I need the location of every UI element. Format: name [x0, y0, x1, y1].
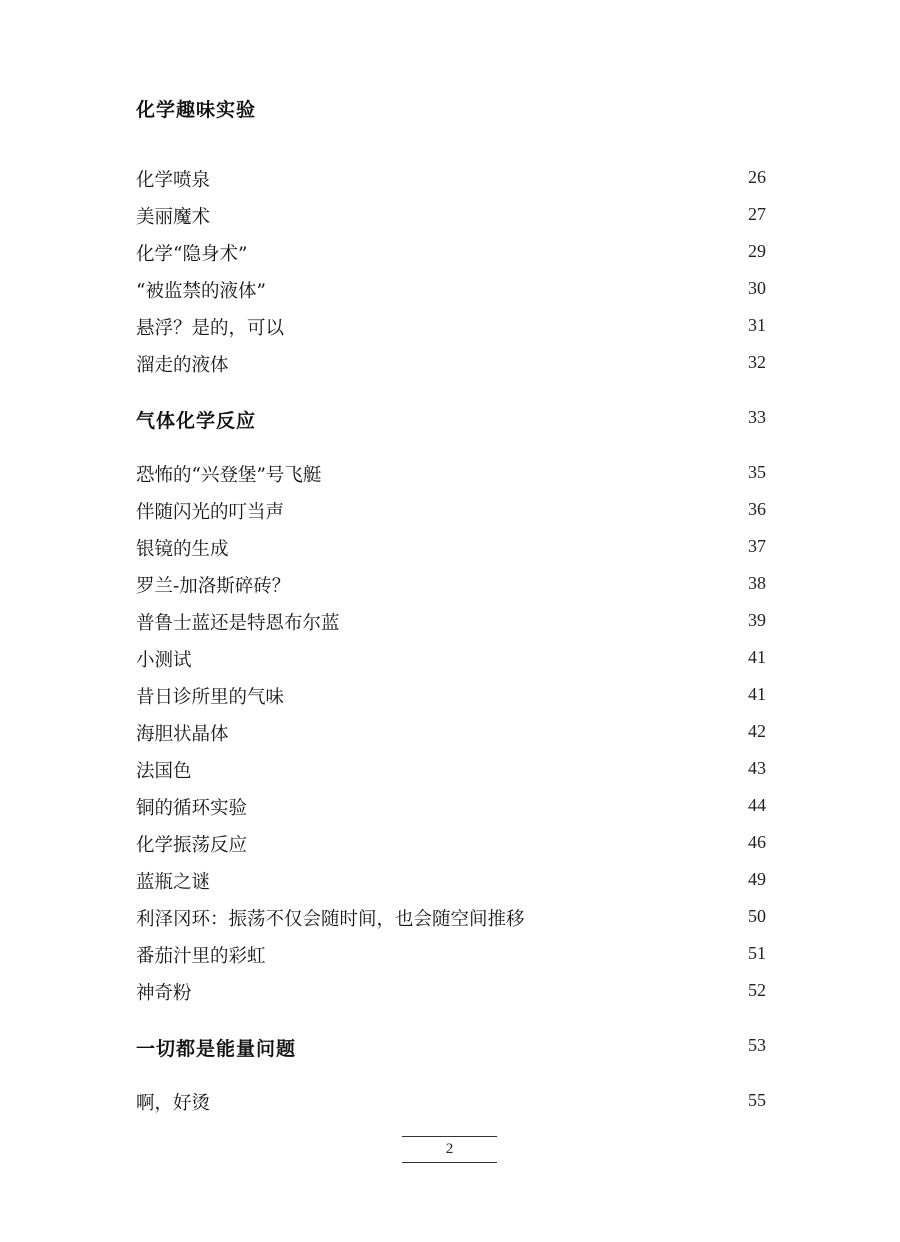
- toc-entry-page: 50: [748, 906, 766, 926]
- toc-entry-title: 化学“隐身术”: [136, 244, 248, 265]
- section-page: 33: [748, 407, 766, 427]
- toc-entry-page: 42: [748, 721, 766, 741]
- toc-entry[interactable]: [136, 351, 766, 377]
- toc-entry-page: 39: [748, 610, 766, 630]
- toc-entry-page: 41: [748, 684, 766, 704]
- toc-entry-title: 蓝瓶之谜: [136, 872, 211, 893]
- toc-entry-page: 46: [748, 832, 766, 852]
- toc-entry-page: 26: [748, 167, 766, 187]
- toc-entry[interactable]: [136, 646, 766, 672]
- toc-entry-title: 番茄汁里的彩虹: [136, 946, 266, 967]
- toc-entry[interactable]: [136, 535, 766, 561]
- toc-entry-title: 恐怖的“兴登堡”号飞艇: [136, 465, 322, 486]
- toc-entry-page: 37: [748, 536, 766, 556]
- toc-entry[interactable]: [136, 794, 766, 820]
- toc-entry[interactable]: [136, 166, 766, 192]
- toc-entry[interactable]: [136, 314, 766, 340]
- page-number-footer: [402, 1136, 497, 1163]
- toc-entry-title: “被监禁的液体”: [136, 281, 266, 302]
- toc-entry[interactable]: [136, 979, 766, 1005]
- toc-entry-page: 52: [748, 980, 766, 1000]
- toc-entry[interactable]: [136, 720, 766, 746]
- toc-entry-page: 44: [748, 795, 766, 815]
- toc-entry-page: 38: [748, 573, 766, 593]
- toc-entry[interactable]: [136, 905, 766, 931]
- toc-entry-page: 55: [748, 1090, 766, 1110]
- toc-entry[interactable]: [136, 757, 766, 783]
- toc-entry-title: 啊，好烫: [136, 1093, 211, 1114]
- toc-entry-title: 铜的循环实验: [136, 798, 248, 819]
- toc-entry-title: 伴随闪光的叮当声: [136, 502, 285, 523]
- toc-entry[interactable]: [136, 1089, 766, 1115]
- toc-entry-title: 神奇粉: [136, 983, 192, 1004]
- toc-entry-title: 银镜的生成: [136, 539, 229, 560]
- toc-entry-page: 29: [748, 241, 766, 261]
- toc-entry-page: 51: [748, 943, 766, 963]
- section-heading-gas-chemical-reactions: 气体化学反应: [136, 410, 257, 432]
- toc-entry-page: 27: [748, 204, 766, 224]
- toc-entry[interactable]: [136, 498, 766, 524]
- toc-entry-title: 海胆状晶体: [136, 724, 229, 745]
- page-number: 2: [445, 1141, 454, 1157]
- toc-entry[interactable]: [136, 831, 766, 857]
- toc-entry[interactable]: [136, 277, 766, 303]
- toc-entry-page: 43: [748, 758, 766, 778]
- toc-entry-page: 36: [748, 499, 766, 519]
- toc-entry-page: 49: [748, 869, 766, 889]
- toc-entry-title: 化学喷泉: [136, 170, 211, 191]
- toc-entry-title: 小测试: [136, 650, 192, 671]
- toc-entry-page: 32: [748, 352, 766, 372]
- toc-entry-page: 35: [748, 462, 766, 482]
- toc-entry-title: 罗兰-加洛斯碎砖？: [136, 576, 291, 597]
- toc-entry[interactable]: [136, 868, 766, 894]
- toc-entry-title: 利泽冈环：振荡不仅会随时间，也会随空间推移: [136, 909, 525, 930]
- toc-entry[interactable]: [136, 572, 766, 598]
- toc-entry-page: 31: [748, 315, 766, 335]
- toc-entry-page: 41: [748, 647, 766, 667]
- section-heading-energy: 一切都是能量问题: [136, 1038, 297, 1060]
- toc-entry[interactable]: [136, 942, 766, 968]
- toc-entry-title: 昔日诊所里的气味: [136, 687, 285, 708]
- toc-entry-title: 法国色: [136, 761, 192, 782]
- section-page: 53: [748, 1035, 766, 1055]
- toc-entry[interactable]: [136, 203, 766, 229]
- toc-entry-title: 溜走的液体: [136, 355, 229, 376]
- section-row-energy[interactable]: [136, 1034, 766, 1060]
- toc-entry-page: 30: [748, 278, 766, 298]
- toc-entry-title: 悬浮？是的，可以: [136, 318, 285, 339]
- toc-entry[interactable]: [136, 240, 766, 266]
- section-row-gas-chemical-reactions[interactable]: [136, 406, 766, 432]
- toc-entry[interactable]: [136, 683, 766, 709]
- toc-entry-title: 普鲁士蓝还是特恩布尔蓝: [136, 613, 340, 634]
- toc-entry[interactable]: [136, 609, 766, 635]
- toc-entry[interactable]: [136, 461, 766, 487]
- toc-entry-title: 化学振荡反应: [136, 835, 248, 856]
- toc-entry-title: 美丽魔术: [136, 207, 211, 228]
- section-heading-chemistry-fun-experiments: 化学趣味实验: [136, 99, 257, 121]
